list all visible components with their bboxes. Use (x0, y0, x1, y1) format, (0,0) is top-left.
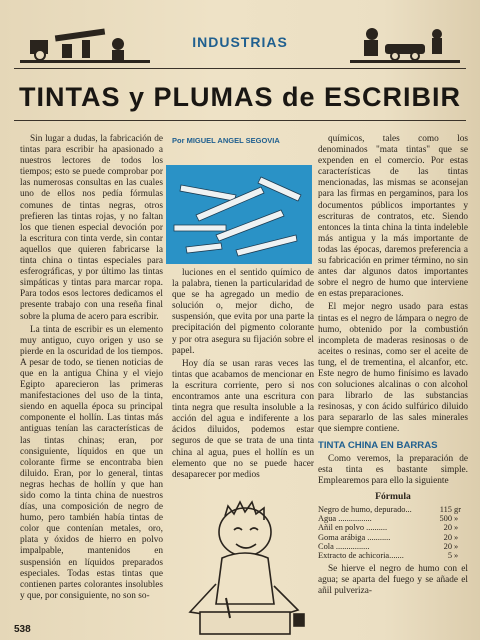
subheading: TINTA CHINA EN BARRAS (318, 439, 438, 451)
formula-row (318, 533, 468, 542)
pen-nibs-illustration (166, 165, 312, 264)
byline: Por MIGUEL ANGEL SEGOVIA (172, 136, 280, 145)
article-title: TINTAS y PLUMAS de ESCRIBIR (18, 82, 462, 112)
paragraph: Sin lugar a dudas, la fabricación de tintas para escribir ha apasionado a nuestros lectores de todos los tiempos; esto se puede comprobar por las numerosas consultas en las cuales uno de ellos nos pedía fórmulas comunes de tintas negras, otros prefieren las tintas rojas, y no faltan los que tienen especial devoción por la escritura con tinta verde, sin contar aquellos que quieren fabricarse la tinta china o tintas especiales para esferográficas, y por último las tintas simpáticas y tintas para marcar ropa. Para todos esos lectores dedicamos el presente trabajo con una reseña final sobre la pluma de acero para escribir. (20, 134, 163, 322)
formula-unit: » (454, 514, 459, 524)
formula-qty: 5 (447, 551, 452, 561)
formula-item: Agua ................ (318, 514, 372, 524)
column-right (318, 134, 468, 598)
paragraph: La tinta de escribir es un elemento muy antiguo, cuyo origen y uso se pierde en la oscuridad de los tiempos. A pesar de todo, se tienen noticias de que en la antigua China y el viejo Egipto aparecieron las primeras manifestaciones del uso de la tinta, siendo en aquella época su principal componente el hollín. Las tintas más antiguas tenían las características de las tintas chinas; eran, por consiguiente, líquidos en que un colorante firme se encontraba bien diluido. Eran, por lo general, tintas negras hechas de hollín y que han sido como la tinta china de nuestros días, una composición de negro de humo, pero también había tintas de color que contenían metales, oro, plata y óxidos de hierro en polvo impalpable, mantenidos en suspensión en líquidos preparados especiales. Todas estas tintas que contienen partes colorantes insolubles y que, por consiguiente, no son so- (20, 324, 163, 601)
formula-item: Goma arábiga ........... (318, 532, 391, 542)
formula-qty: 20 (443, 541, 452, 551)
formula-row (318, 505, 468, 514)
column-left (20, 134, 163, 602)
writing-boy-cartoon (170, 494, 320, 640)
formula-qty: 500 (439, 514, 452, 524)
paragraph: químicos, tales como los denominados "mata tintas" que se expenden en el comercio. Por estas características de las tintas mencionadas, las mismas se aconsejan para las firmas en pergaminos, para los documentos públicos importantes y escrituras de contratos, etc. Siendo entonces la tinta china la tinta indeleble más antigua y la más importante de todas las épocas, daremos preferencia a su fabricación en primer término, no sin antes dar algunos datos importantes sobre el negro de humo que interviene en estas preparaciones. (318, 134, 468, 300)
formula-qty: 20 (443, 532, 452, 542)
left-workshop-icon (20, 29, 150, 63)
title-rule (14, 120, 466, 121)
formula-qty: 115 (439, 505, 452, 514)
formula-unit: » (454, 523, 459, 533)
formula-unit: » (454, 541, 459, 551)
formula-qty: 20 (443, 523, 452, 533)
formula-unit: » (454, 532, 459, 542)
formula-item: Añil en polvo .......... (318, 523, 388, 533)
column-middle (172, 268, 314, 481)
header-rule (14, 68, 466, 69)
formula-row (318, 523, 468, 532)
formula-item: Cola ................ (318, 541, 370, 551)
paragraph: Como veremos, la preparación de esta tinta es bastante simple. Emplearemos para ello la siguiente (318, 453, 468, 486)
formula-unit: gr (454, 505, 461, 514)
formula-row (318, 514, 468, 523)
formula-item: Extracto de achicoria....... (318, 551, 404, 561)
formula-row (318, 551, 468, 560)
formula-item: Negro de humo, depurado... (318, 505, 412, 514)
formula-table (318, 505, 468, 560)
right-machine-icon (350, 28, 460, 63)
section-label: INDUSTRIAS (192, 34, 288, 50)
formula-title: Fórmula (375, 490, 411, 502)
page-number: 538 (14, 624, 31, 635)
paragraph: El mejor negro usado para estas tintas es el negro de lámpara o negro de humo, obtenido por la combustión incompleta de maderas resinosas o de aceites o resinas, como ser el aceite de tung, el de trementina, el alcanfor, etc. Este negro de humo finísimo es lavado con soluciones alcalinas o con alcohol para librarlo de las substancias resinosas, y con ácido sulfúrico diluido para separarlo de las sales minerales que siempre contiene. (318, 302, 468, 435)
formula-row (318, 542, 468, 551)
paragraph: Se hierve el negro de humo con el agua; se aparta del fuego y se añade el añil pulveriza- (318, 564, 468, 597)
formula-unit: » (454, 551, 459, 561)
paragraph: Hoy día se usan raras veces las tintas que acabamos de mencionar en la escritura corriente, pero si nos encontramos ante una escritura con tinta negra que resulta insoluble a la acción del agua e indiferente a los ácidos diluidos, podemos estar seguros de que se trata de una tinta china al agua, pues el hollín es un elemento que no se puede hacer desaparecer por medios (172, 358, 314, 480)
paragraph: luciones en el sentido químico de la palabra, tienen la particularidad de que se ha agregado un medio de solución o, mejor dicho, de suspensión, que evita por una parte la precipitación del pigmento colorante y por otra asegura su fijación sobre el papel. (172, 268, 314, 356)
